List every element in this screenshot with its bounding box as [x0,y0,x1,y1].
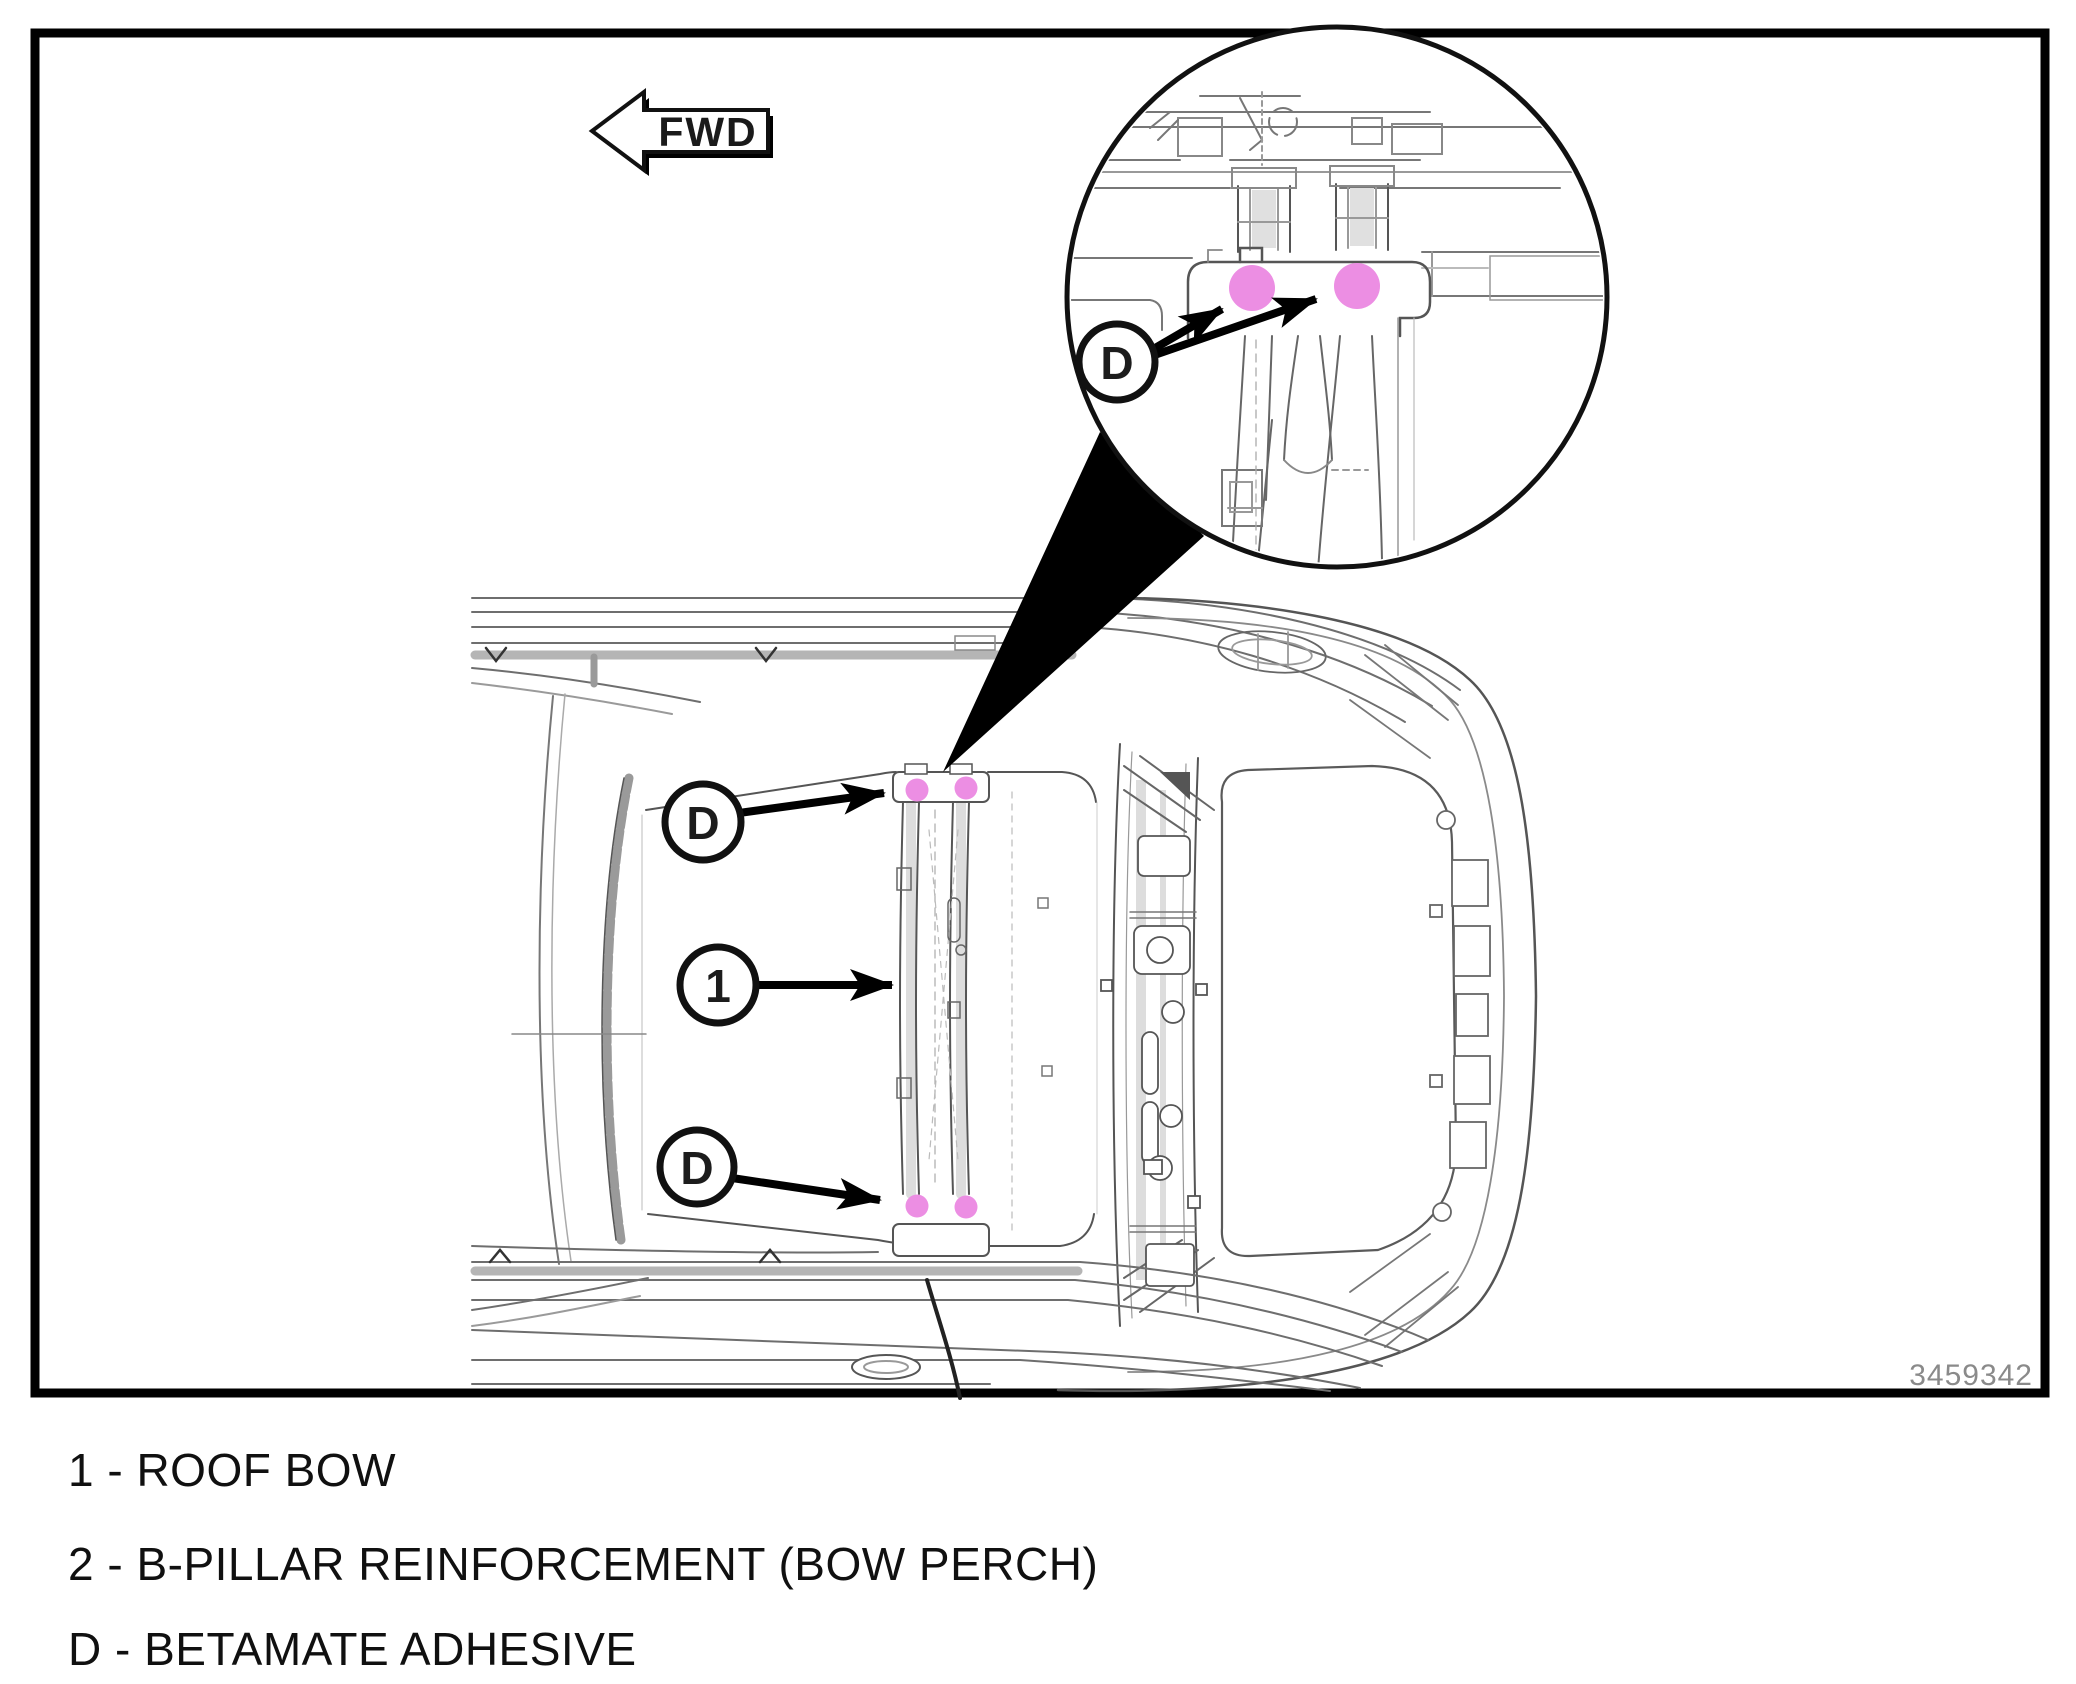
roof-bow [893,764,989,1256]
sill-oval [852,1355,920,1379]
callout-label: D [1100,337,1134,389]
adhesive-dot [1229,265,1275,311]
fwd-label: FWD [658,109,758,155]
adhesive-dot [906,779,929,802]
upper-bodyside-lines [472,598,1460,722]
callout-d-bottom [660,1130,880,1204]
diagram-frame-border [35,33,2045,1393]
leader-arrow [732,1178,880,1200]
legend-item-roof-bow: 1 - ROOF BOW [68,1444,396,1496]
callout-1-roof-bow [680,947,892,1023]
b-pillar-reinforcement [1101,744,1214,1326]
lower-bodyside-lines [472,1246,1428,1398]
magnifier-detail [1066,27,1608,570]
rear-aperture [1222,766,1490,1256]
figure-number: 3459342 [1909,1359,2033,1392]
adhesive-dot [955,1196,978,1219]
adhesive-dot [955,777,978,800]
callout-label: 1 [705,960,731,1012]
leader-arrow [739,793,884,813]
callout-d-top [665,784,884,860]
callout-label: D [680,1142,714,1194]
vehicle-top-view [472,598,1536,1398]
callout-label: D [686,797,720,849]
adhesive-dot [906,1195,929,1218]
legend-item-betamate-adhesive: D - BETAMATE ADHESIVE [68,1623,637,1675]
adhesive-dot [1334,263,1380,309]
fwd-arrow-icon [592,92,773,176]
windshield-header-arcs [512,694,646,1264]
legend-item-b-pillar-reinforcement: 2 - B-PILLAR REINFORCEMENT (BOW PERCH) [68,1538,1099,1590]
